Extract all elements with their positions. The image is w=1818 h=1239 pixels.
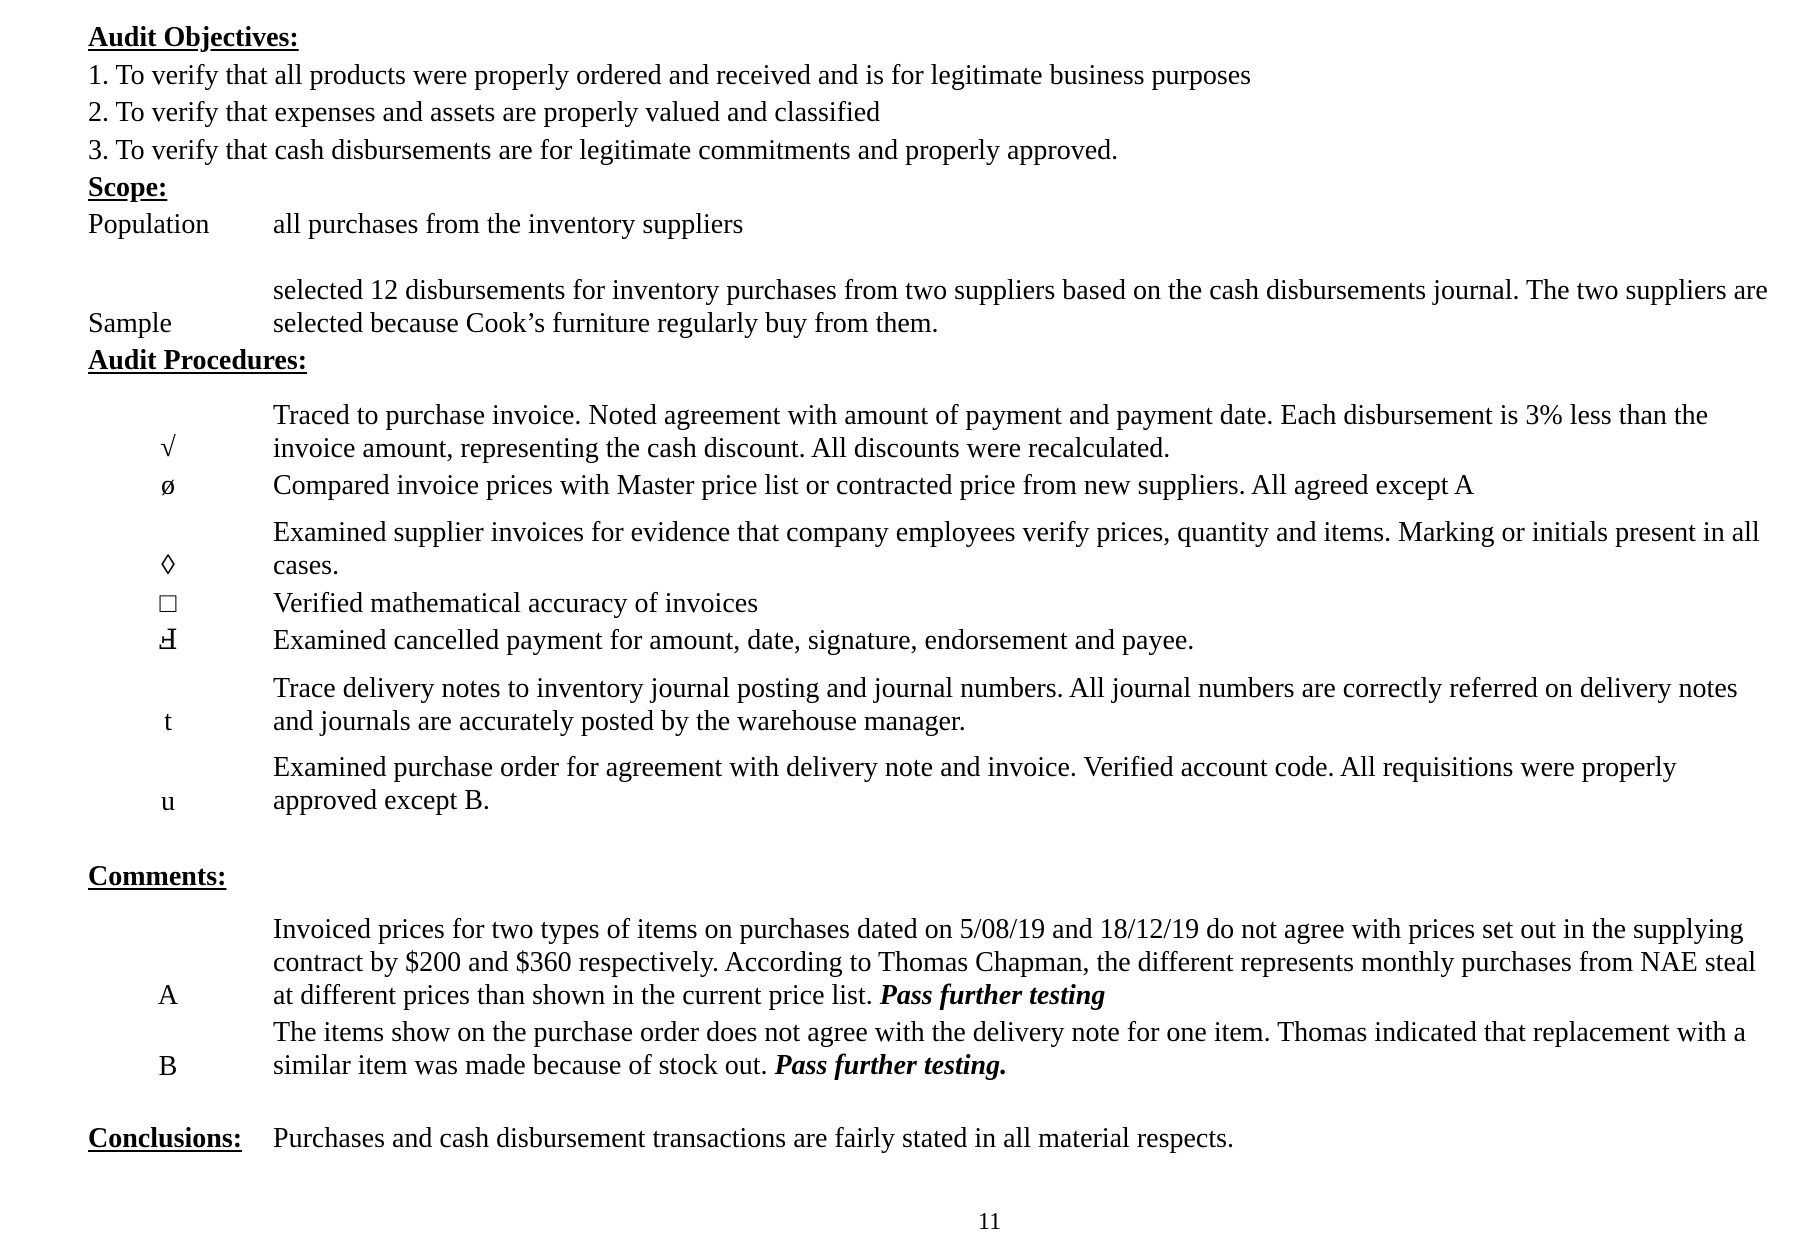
sample-text: selected 12 disbursements for inventory purchases from two suppliers based on the cash disbursements journal. The two suppliers are selected because Cook’s furniture regularly buy from them.	[273, 275, 1768, 339]
procedure-text: Trace delivery notes to inventory journal posting and journal numbers. All journal numbers are correctly referred on delivery notes and journals are accurately posted by the warehouse manager.	[273, 673, 1738, 737]
comment-label-b: B	[158, 1051, 178, 1082]
population-text: all purchases from the inventory suppliers	[273, 209, 744, 240]
population-label: Population	[88, 209, 210, 240]
procedure-text: Traced to purchase invoice. Noted agreement with amount of payment and payment date. Each disbursement is 3% less than the invoice amount, representing the cash discount. All discounts were recalculated.	[273, 400, 1709, 464]
procedure-text: Compared invoice prices with Master price list or contracted price from new suppliers. All agreed except A	[273, 470, 1475, 501]
comment-text: Invoiced prices for two types of items on purchases dated on 5/08/19 and 18/12/19 do not agree with prices set out in the supplying contract by $200 and $360 respectively. According to Thomas Chapman, the different represents monthly purchases from NAE steal at different prices than shown in the current price list. Pass further testing	[273, 914, 1757, 1011]
comment-emphasis: Pass further testing	[879, 980, 1106, 1011]
procedure-text: Examined purchase order for agreement with delivery note and invoice. Verified account code. All requisitions were properly approved except B.	[273, 752, 1677, 816]
objective-item: 1. To verify that all products were properly ordered and received and is for legitimate business purposes	[88, 60, 1252, 91]
sample-label: Sample	[88, 308, 172, 339]
t-mark-icon: t	[164, 706, 172, 737]
procedure-text: Examined supplier invoices for evidence that company employees verify prices, quantity and items. Marking or initials present in all cases.	[273, 517, 1760, 581]
scope-heading: Scope:	[88, 172, 168, 203]
audit-procedures-heading: Audit Procedures:	[88, 345, 308, 376]
conclusions-heading: Conclusions:	[88, 1123, 243, 1154]
comment-emphasis: Pass further testing.	[774, 1050, 1008, 1081]
comment-text: The items show on the purchase order does not agree with the delivery note for one item. Thomas indicated that replacement with a similar item was made because of stock out. Pass further testing.	[273, 1017, 1746, 1081]
slashed-circle-icon: ø	[161, 470, 175, 501]
objective-item: 3. To verify that cash disbursements are for legitimate commitments and properly approved.	[88, 135, 1119, 166]
comments-heading: Comments:	[88, 861, 227, 892]
tick-mark-icon: √	[160, 432, 176, 463]
diamond-icon: ◊	[161, 550, 175, 581]
page-number: 11	[978, 1209, 1002, 1235]
comment-label-a: A	[157, 980, 179, 1011]
square-icon: □	[159, 588, 177, 619]
turned-f-icon: Ⅎ	[158, 625, 178, 656]
procedure-text: Verified mathematical accuracy of invoices	[273, 588, 759, 619]
conclusions-text: Purchases and cash disbursement transactions are fairly stated in all material respects.	[273, 1123, 1234, 1154]
procedure-text: Examined cancelled payment for amount, date, signature, endorsement and payee.	[273, 625, 1195, 656]
u-mark-icon: u	[161, 786, 175, 817]
objective-item: 2. To verify that expenses and assets are properly valued and classified	[88, 97, 881, 128]
audit-objectives-heading: Audit Objectives:	[88, 22, 299, 53]
